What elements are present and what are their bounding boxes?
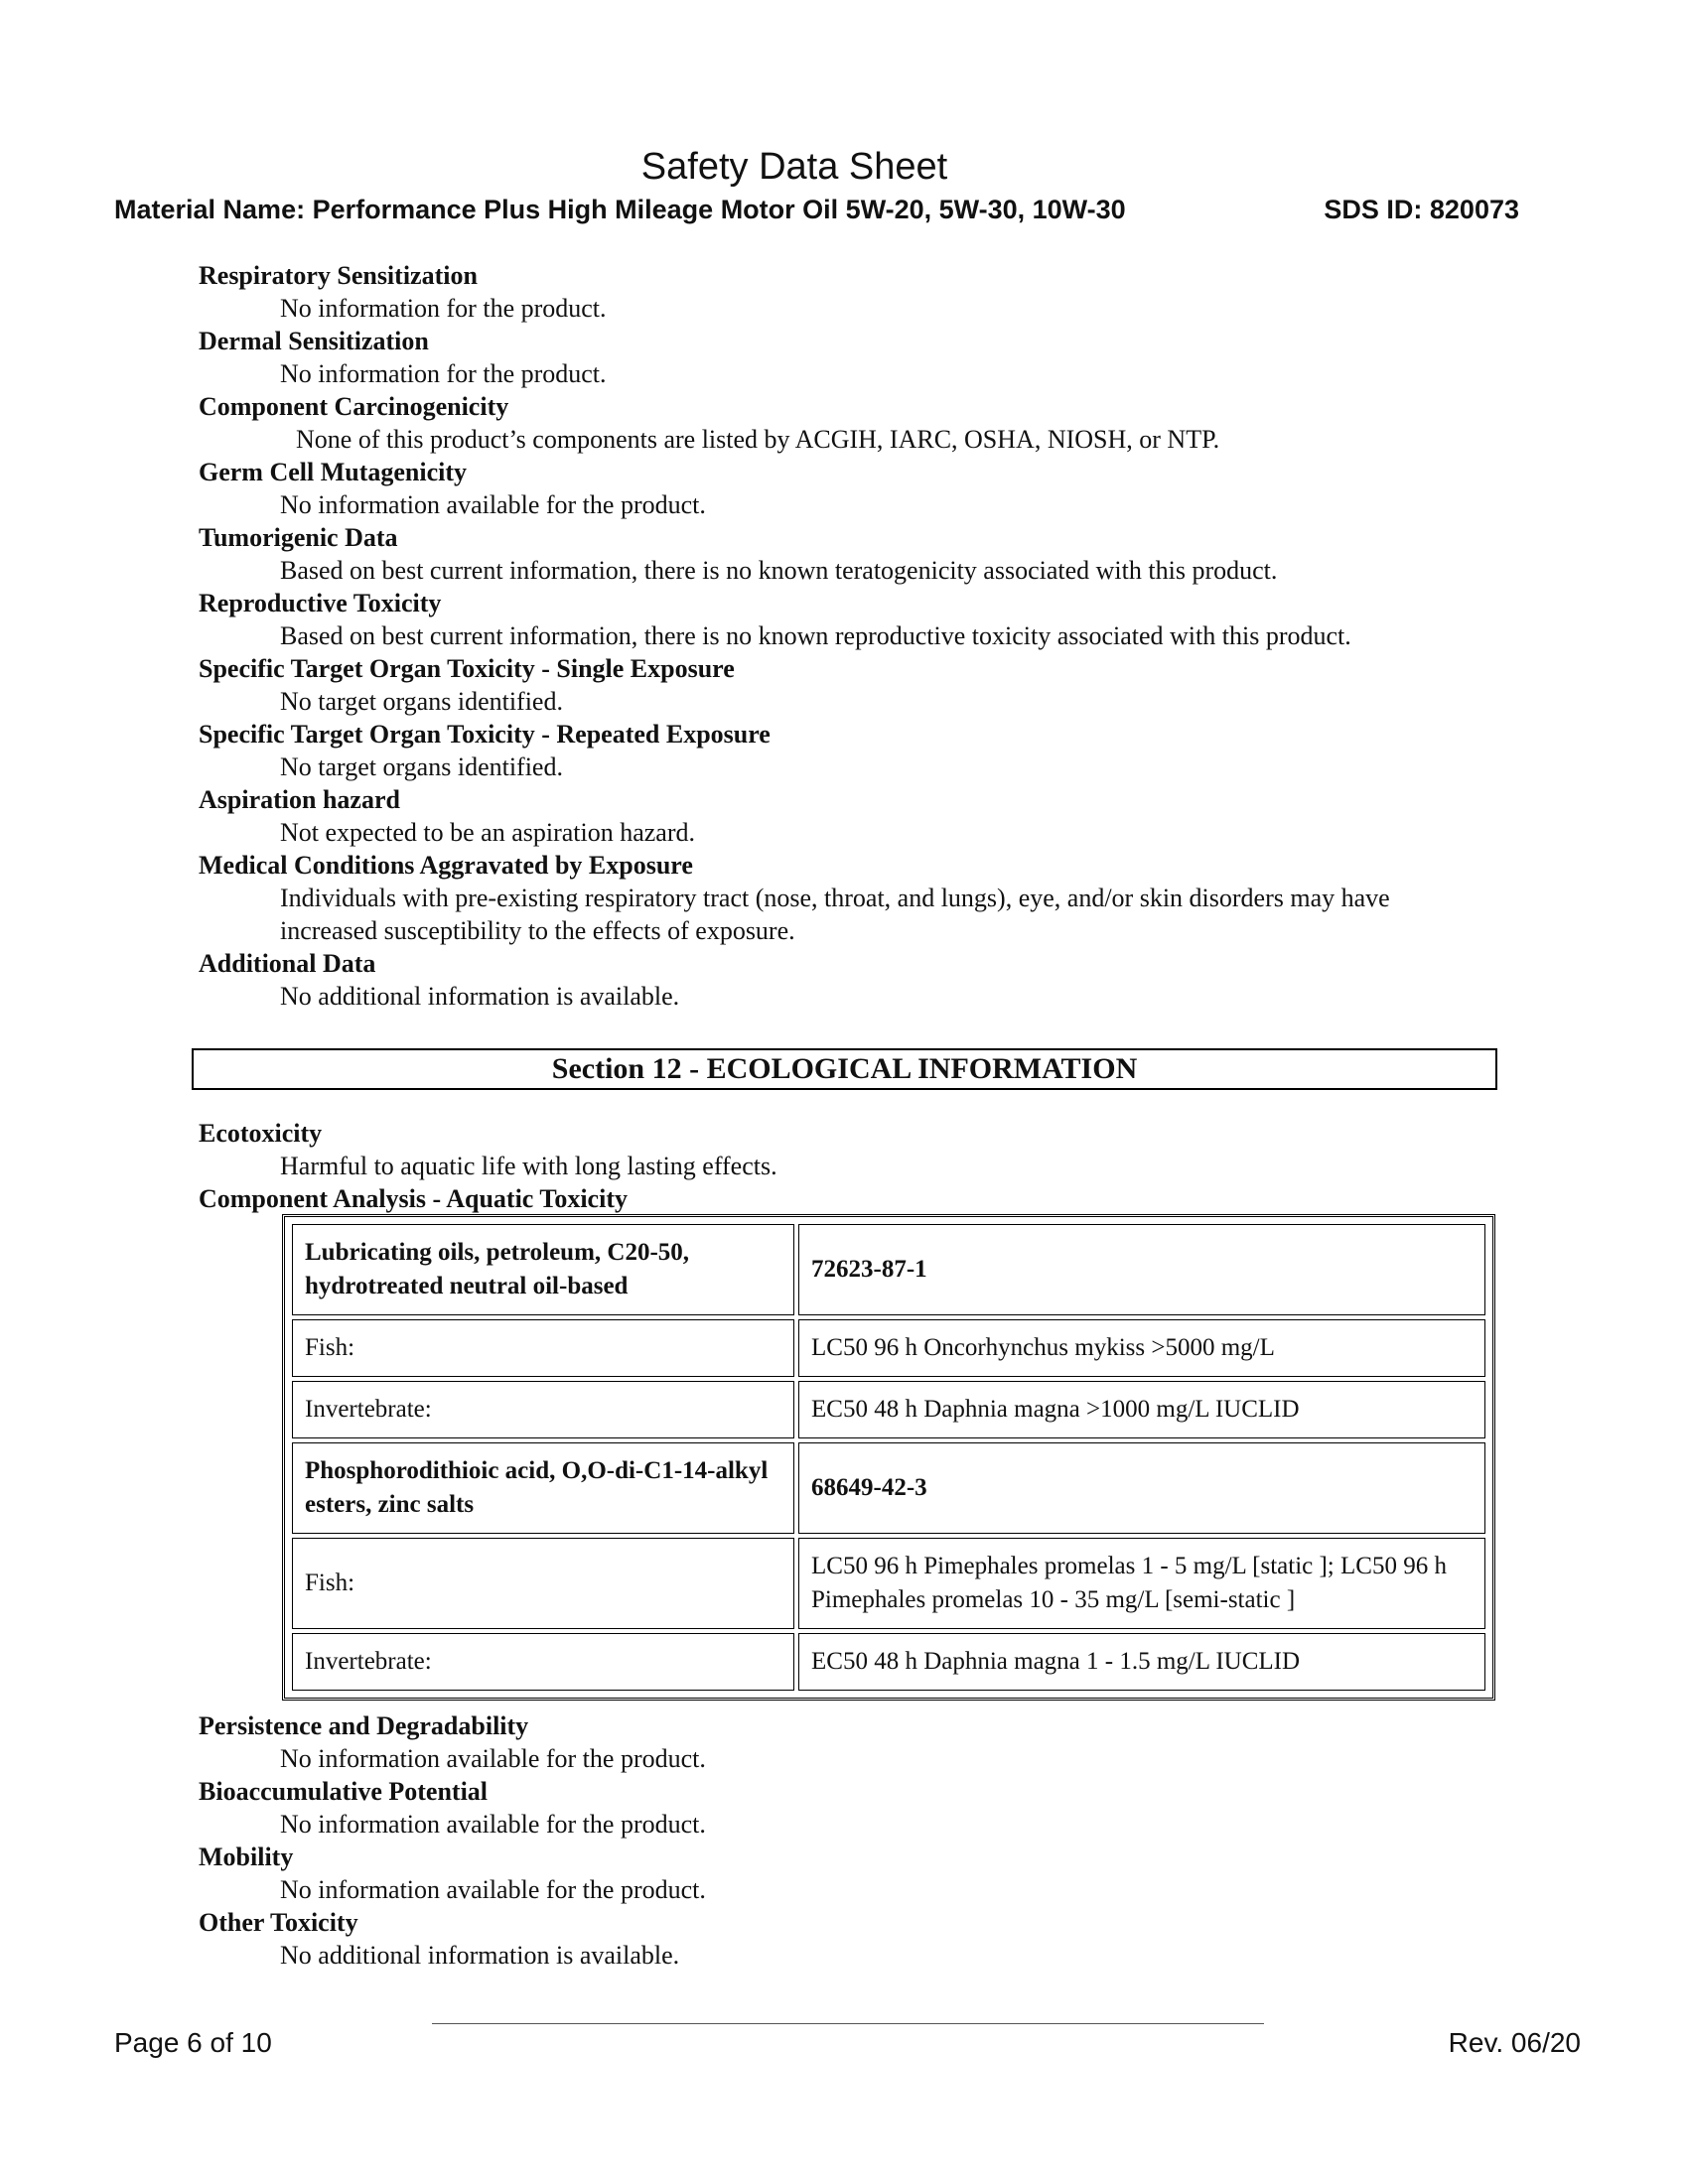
persistence-text: No information available for the product. — [280, 1744, 706, 1773]
cas-number: 68649-42-3 — [798, 1442, 1485, 1534]
revision: Rev. 06/20 — [1448, 2027, 1581, 2058]
row-label: Invertebrate: — [292, 1633, 794, 1691]
carcino-text: None of this product’s components are listed by ACGIH, IARC, OSHA, NIOSH, or NTP. — [296, 425, 1220, 454]
dermal-sens-text: No information for the product. — [280, 359, 607, 388]
table-row — [292, 1224, 1485, 1315]
aquatic-toxicity-table — [282, 1214, 1495, 1701]
other-tox-heading: Other Toxicity — [199, 1908, 358, 1937]
component-analysis-heading: Component Analysis - Aquatic Toxicity — [199, 1184, 628, 1213]
stot-repeat-text: No target organs identified. — [280, 752, 563, 781]
tumor-heading: Tumorigenic Data — [199, 523, 398, 552]
ecology-list — [199, 1709, 1489, 1972]
stot-single-heading: Specific Target Organ Toxicity - Single Exposure — [199, 654, 735, 683]
ecotox-heading: Ecotoxicity — [199, 1119, 323, 1148]
sds-id: SDS ID: 820073 — [1324, 195, 1519, 224]
repro-heading: Reproductive Toxicity — [199, 589, 442, 617]
row-label: Invertebrate: — [292, 1381, 794, 1438]
additional-text: No additional information is available. — [280, 982, 680, 1011]
persistence-heading: Persistence and Degradability — [199, 1711, 529, 1740]
table-row — [292, 1319, 1485, 1377]
germ-heading: Germ Cell Mutagenicity — [199, 458, 468, 486]
mobility-text: No information available for the product. — [280, 1875, 706, 1904]
dermal-sens-heading: Dermal Sensitization — [199, 327, 429, 355]
component-name: Lubricating oils, petroleum, C20-50, hydrotreated neutral oil-based — [292, 1224, 794, 1315]
bioacc-heading: Bioaccumulative Potential — [199, 1777, 489, 1806]
bioacc-text: No information available for the product. — [280, 1810, 706, 1839]
row-value: LC50 96 h Oncorhynchus mykiss >5000 mg/L — [798, 1319, 1485, 1377]
document-title: Safety Data Sheet — [640, 146, 948, 188]
toxicology-list — [199, 259, 1489, 1013]
table-row — [292, 1538, 1485, 1629]
cas-number: 72623-87-1 — [798, 1224, 1485, 1315]
table-row — [292, 1442, 1485, 1534]
other-tox-text: No additional information is available. — [280, 1941, 680, 1970]
medical-text-line2: increased susceptibility to the effects of exposure. — [280, 916, 795, 945]
mobility-heading: Mobility — [199, 1843, 294, 1871]
component-name: Phosphorodithioic acid, O,O-di-C1-14-alkyl esters, zinc salts — [292, 1442, 794, 1534]
medical-heading: Medical Conditions Aggravated by Exposure — [199, 851, 693, 880]
aspiration-text: Not expected to be an aspiration hazard. — [280, 818, 695, 847]
repro-text: Based on best current information, there is no known reproductive toxicity associated with this product. — [280, 621, 1351, 650]
resp-sens-text: No information for the product. — [280, 294, 607, 323]
footer-divider — [432, 2023, 1264, 2024]
resp-sens-heading: Respiratory Sensitization — [199, 261, 478, 290]
ecotox-text: Harmful to aquatic life with long lasting effects. — [280, 1152, 777, 1180]
carcino-heading: Component Carcinogenicity — [199, 392, 509, 421]
table-row — [292, 1633, 1485, 1691]
additional-heading: Additional Data — [199, 949, 376, 978]
tumor-text: Based on best current information, there is no known teratogenicity associated with this product. — [280, 556, 1278, 585]
section-12-banner: Section 12 - ECOLOGICAL INFORMATION — [192, 1048, 1497, 1090]
row-label: Fish: — [292, 1319, 794, 1377]
row-value: EC50 48 h Daphnia magna 1 - 1.5 mg/L IUCLID — [798, 1633, 1485, 1691]
aspiration-heading: Aspiration hazard — [199, 785, 400, 814]
stot-repeat-heading: Specific Target Organ Toxicity - Repeated Exposure — [199, 720, 771, 749]
stot-single-text: No target organs identified. — [280, 687, 563, 716]
medical-text-line1: Individuals with pre-existing respiratory tract (nose, throat, and lungs), eye, and/or skin disorders may have — [280, 884, 1390, 912]
row-value: EC50 48 h Daphnia magna >1000 mg/L IUCLID — [798, 1381, 1485, 1438]
row-value: LC50 96 h Pimephales promelas 1 - 5 mg/L [static ]; LC50 96 h Pimephales promelas 10 - 35 mg/L [semi-static ] — [798, 1538, 1485, 1629]
ecotox-block — [199, 1117, 1489, 1215]
header-line — [114, 195, 1519, 228]
page-number: Page 6 of 10 — [114, 2027, 272, 2058]
row-label: Fish: — [292, 1538, 794, 1629]
germ-text: No information available for the product. — [280, 490, 706, 519]
material-name: Material Name: Performance Plus High Mileage Motor Oil 5W-20, 5W-30, 10W-30 — [114, 195, 1126, 224]
table-row — [292, 1381, 1485, 1438]
